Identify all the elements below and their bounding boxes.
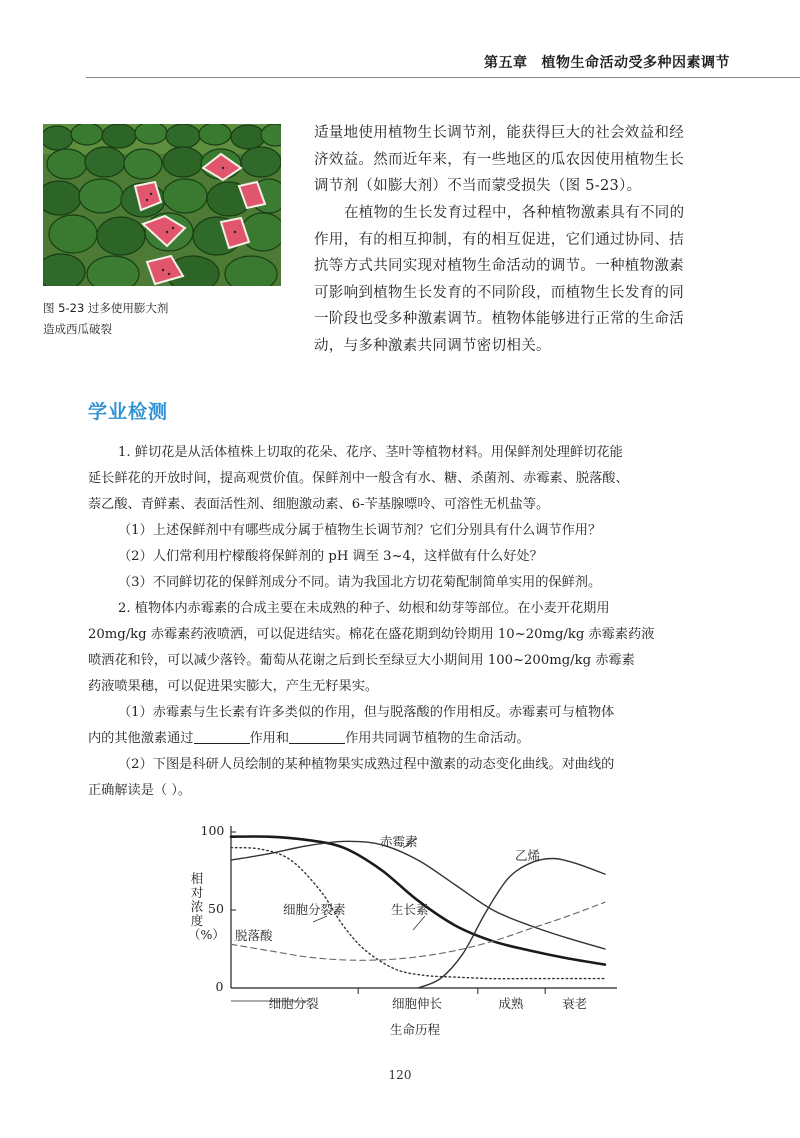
exercise-block	[88, 440, 728, 804]
chapter-title: 植物生命活动受多种因素调节	[541, 55, 730, 71]
caption-line: 造成西瓜破裂	[43, 322, 112, 336]
hormone-chart	[185, 818, 625, 1044]
leader-line	[413, 916, 425, 930]
x-stage-label: 细胞分裂	[268, 996, 319, 1011]
x-stage-label: 成熟	[498, 996, 524, 1011]
question-1-line: 延长鲜花的开放时间，提高观赏价值。保鲜剂中一般含有水、糖、杀菌剂、赤霉素、脱落酸、	[88, 471, 629, 486]
question-1-sub-1: （1）上述保鲜剂中有哪些成分属于植物生长调节剂？它们分别具有什么调节作用？	[118, 523, 602, 538]
watermelon-illustration	[43, 124, 281, 286]
question-1-line: 萘乙酸、青鲜素、表面活性剂、细胞激动素、6-苄基腺嘌呤、可溶性无机盐等。	[88, 497, 550, 512]
figure-5-23-caption	[43, 298, 283, 340]
question-2-line: 2. 植物体内赤霉素的合成主要在未成熟的种子、幼根和幼芽等部位。在小麦开花期用	[118, 601, 610, 616]
chart-y-axis-label: 相对浓度（%）	[188, 871, 225, 942]
x-axis-title: 生命历程	[390, 1022, 441, 1037]
y-tick-label: 50	[208, 901, 224, 916]
intro-paragraph-1	[314, 120, 726, 200]
y-tick-label: 0	[215, 979, 224, 994]
text-line: 动，与多种激素共同调节密切相关。	[314, 337, 551, 354]
x-stage-label: 细胞伸长	[392, 996, 443, 1011]
question-2-sub-1-fill	[88, 726, 728, 752]
chapter-number: 第五章	[484, 55, 528, 71]
series-label-2: 赤霉素	[380, 834, 418, 849]
text-line: 适量地使用植物生长调节剂，能获得巨大的社会效益和经	[314, 125, 684, 141]
answer-blank-2[interactable]	[289, 729, 345, 744]
question-2-sub-1: （1）赤霉素与生长素有许多类似的作用，但与脱落酸的作用相反。赤霉素可与植物体	[118, 705, 615, 720]
watermelon-photo	[43, 124, 281, 286]
page-number: 120	[388, 1068, 412, 1082]
question-1-sub-3: （3）不同鲜切花的保鲜剂成分不同。请为我国北方切花菊配制简单实用的保鲜剂。	[118, 575, 602, 590]
question-1-line: 1. 鲜切花是从活体植株上切取的花朵、花序、茎叶等植物材料。用保鲜剂处理鲜切花能	[118, 445, 623, 460]
series-line-2	[231, 841, 605, 949]
fill-text: 作用共同调节植物的生命活动。	[345, 731, 530, 746]
answer-blank-1[interactable]	[194, 729, 250, 744]
caption-line: 图 5-23 过多使用膨大剂	[43, 301, 169, 315]
series-label-4: 乙烯	[515, 848, 541, 863]
question-1-sub-2: （2）人们常利用柠檬酸将保鲜剂的 pH 调至 3~4，这样做有什么好处？	[118, 549, 543, 564]
fill-text: 作用和	[249, 731, 290, 746]
text-line: 一阶段也受多种激素调节。植物体能够进行正常的生命活	[314, 311, 684, 327]
x-stage-label: 衰老	[562, 996, 588, 1011]
question-2-sub-2: （2）下图是科研人员绘制的某种植物果实成熟过程中激素的动态变化曲线。对曲线的	[118, 757, 615, 772]
text-line: 作用，有的相互抑制，有的相互促进，它们通过协同、拮	[314, 231, 684, 248]
page-header	[0, 52, 730, 72]
series-label-1: 生长素	[391, 902, 429, 917]
text-line: 可影响到植物生长发育的不同阶段，而植物生长发育的同	[314, 284, 684, 301]
text-line: 调节剂（如膨大剂）不当而蒙受损失（图 5-23）。	[314, 178, 642, 194]
series-label-0: 细胞分裂素	[283, 902, 346, 917]
question-2-line: 20mg/kg 赤霉素药液喷洒，可以促进结实。棉花在盛花期到幼铃期用 10~20mg/kg 赤霉素药液	[88, 627, 655, 642]
question-2-sub-2: 正确解读是（ ）。	[88, 783, 192, 798]
section-title: 学业检测	[88, 401, 169, 423]
intro-paragraph-2	[314, 200, 726, 359]
y-tick-label: 100	[200, 823, 225, 838]
text-line: 济效益。然而近年来，有一些地区的瓜农因使用植物生长	[314, 151, 684, 168]
question-2-line: 药液喷果穗，可以促进果实膨大，产生无籽果实。	[88, 679, 379, 694]
header-rule	[86, 77, 800, 78]
question-2-line: 喷洒花和铃，可以减少落铃。葡萄从花谢之后到长至绿豆大小期间用 100~200mg/kg 赤霉素	[88, 653, 635, 668]
text-line: 抗等方式共同实现对植物生命活动的调节。一种植物激素	[314, 258, 684, 274]
text-line: 在植物的生长发育过程中，各种植物激素具有不同的	[344, 205, 685, 221]
fill-text: 内的其他激素通过	[88, 731, 194, 746]
series-label-3: 脱落酸	[235, 928, 273, 943]
